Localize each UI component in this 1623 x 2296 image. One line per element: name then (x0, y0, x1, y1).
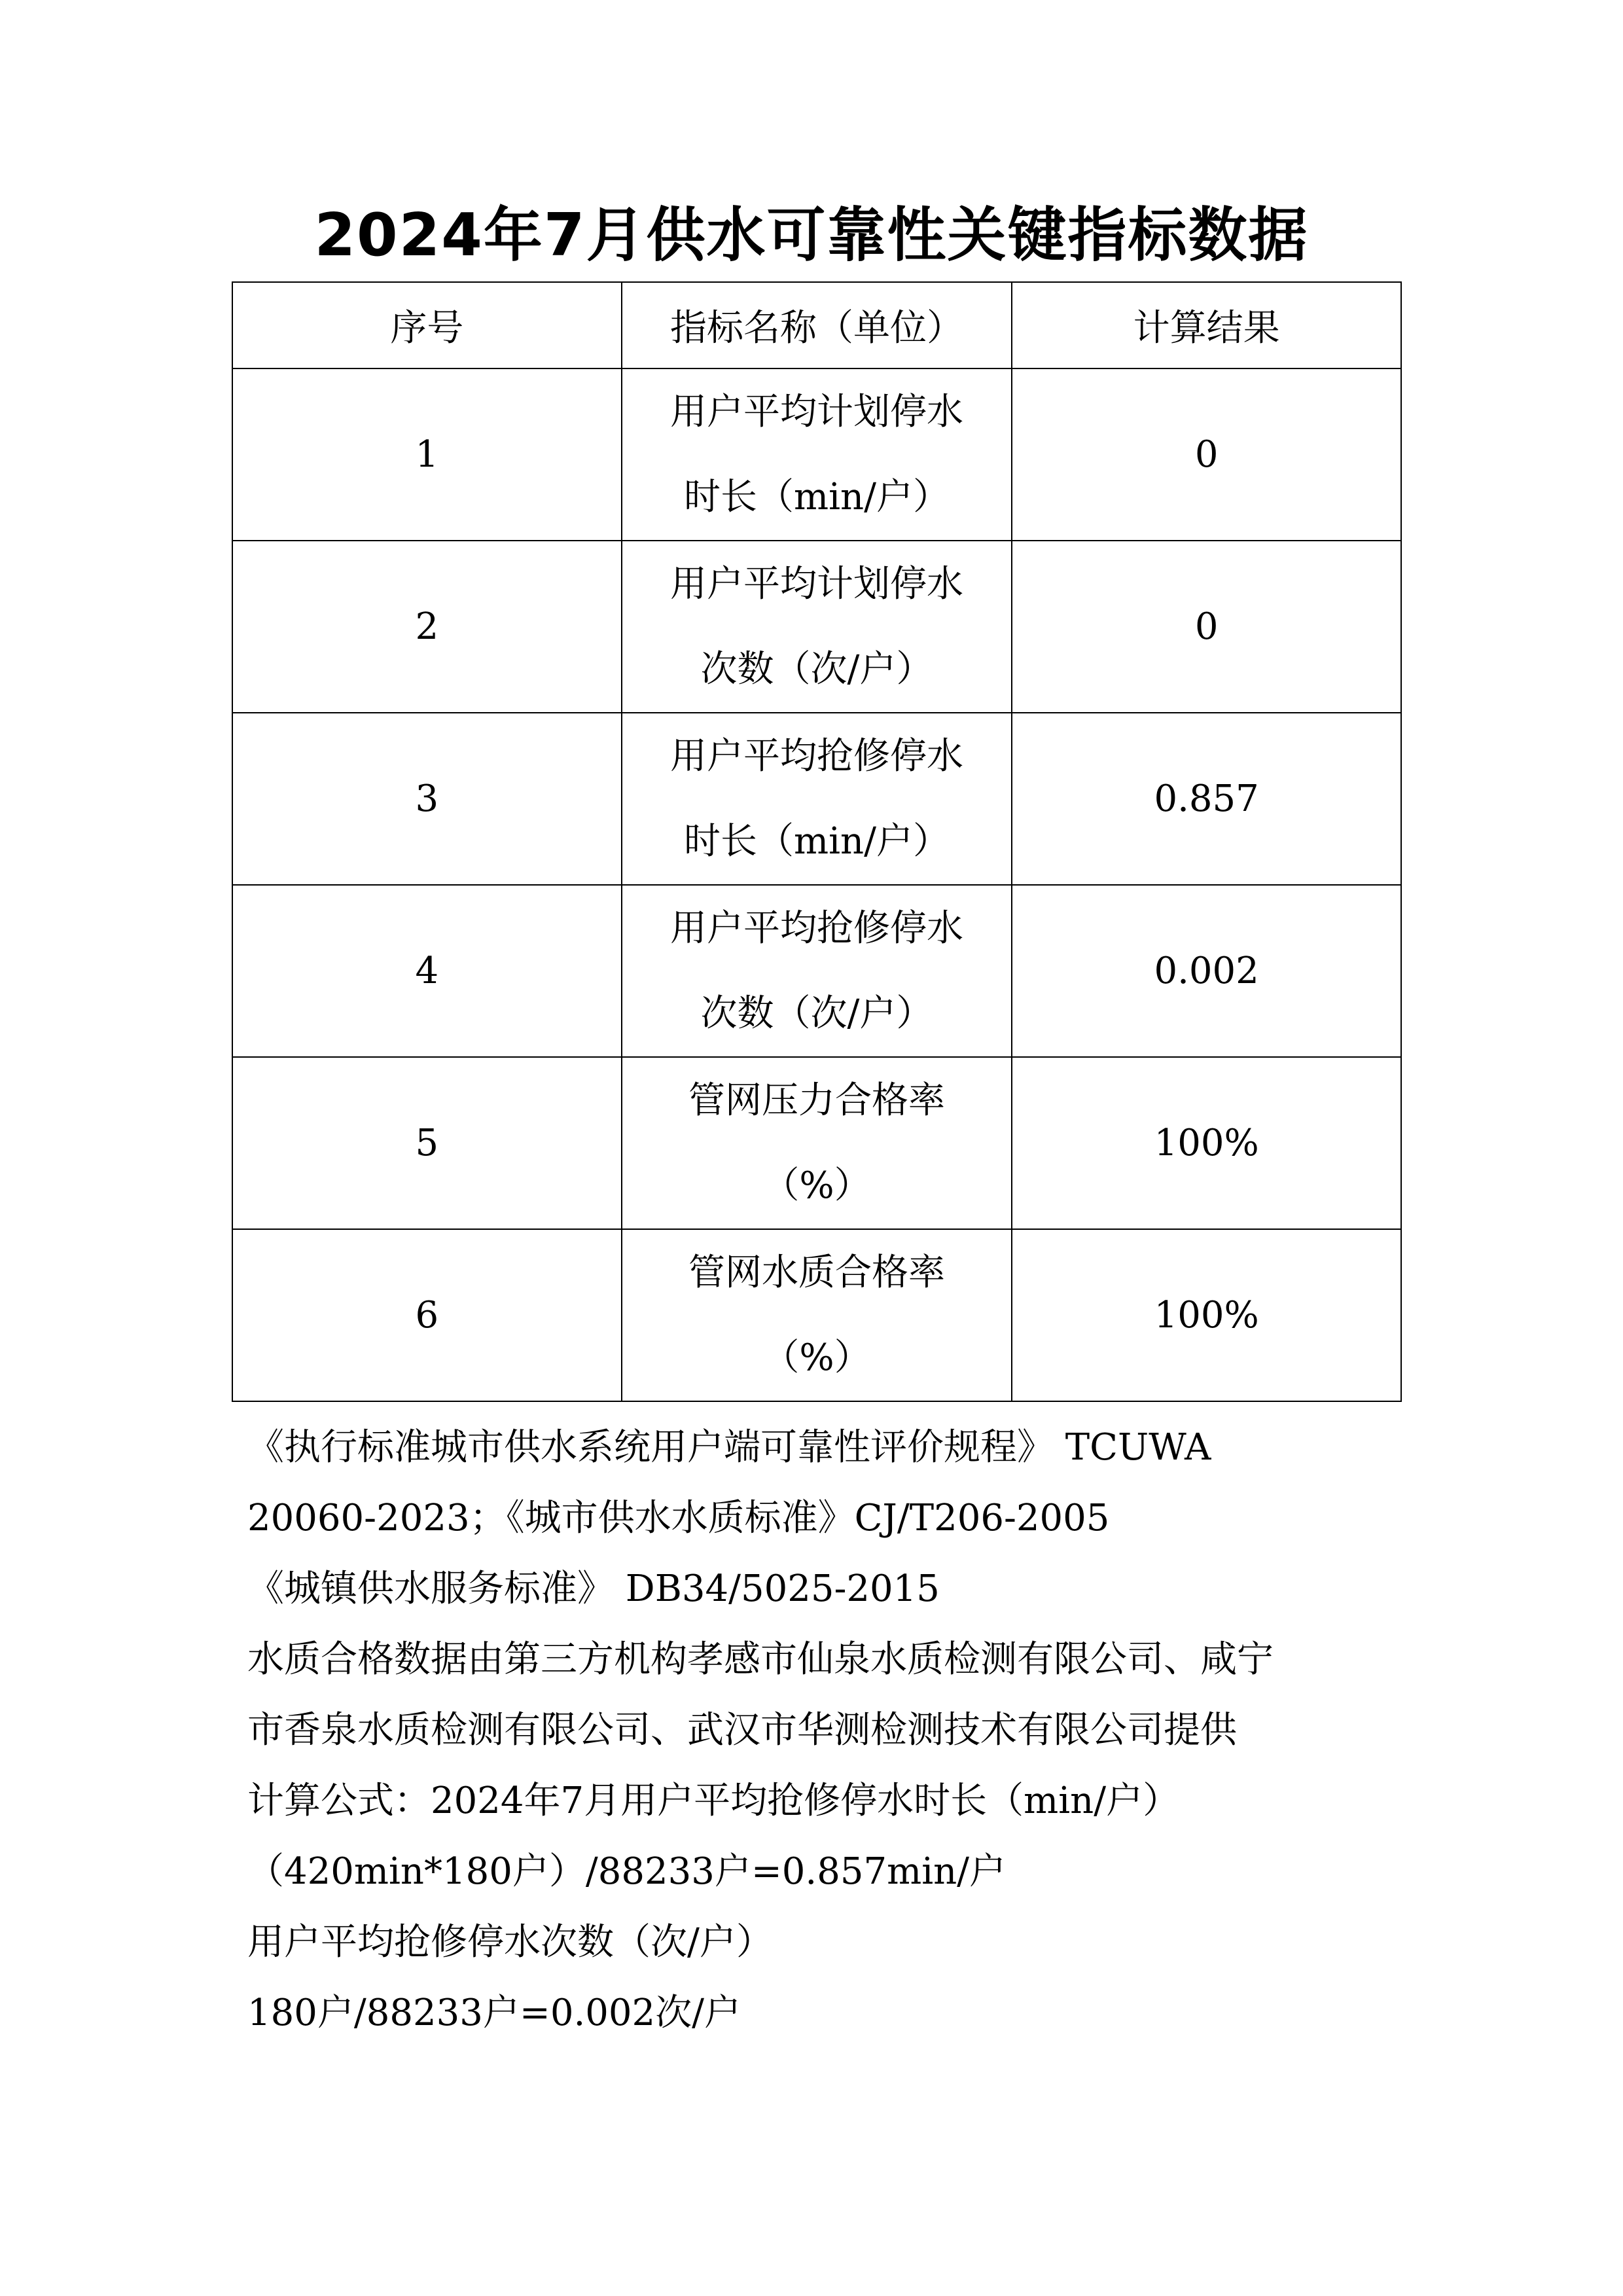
row-result: 0.002 (1012, 885, 1401, 1057)
row-name-line: 用户平均抢修停水 (669, 734, 963, 778)
table-row (232, 713, 1401, 885)
note-formula-line: 计算公式：2024年7月用户平均抢修停水时长（min/户） (247, 1780, 1180, 1822)
kpi-table (232, 281, 1402, 1402)
row-no: 5 (232, 1057, 622, 1229)
row-result: 0.857 (1012, 713, 1401, 885)
row-result: 0 (1012, 541, 1401, 713)
row-no: 4 (232, 885, 622, 1057)
row-name-unit: 次数（次/户） (700, 647, 933, 691)
row-no: 2 (232, 541, 622, 713)
note-standards-line: 《执行标准城市供水系统用户端可靠性评价规程》 TCUWA (247, 1426, 1211, 1469)
row-name-line: 用户平均抢修停水 (669, 906, 963, 950)
page-title: 2024年7月供水可靠性关键指标数据 (314, 201, 1309, 270)
row-name (622, 713, 1012, 885)
table-header-row (232, 282, 1401, 368)
row-no: 3 (232, 713, 622, 885)
row-name (622, 541, 1012, 713)
row-name (622, 1057, 1012, 1229)
table-row (232, 885, 1401, 1057)
header-no: 序号 (232, 282, 622, 368)
header-result: 计算结果 (1012, 282, 1401, 368)
note-formula-line: （420min*180户）/88233户=0.857min/户 (247, 1850, 1007, 1893)
note-source-line: 水质合格数据由第三方机构孝感市仙泉水质检测有限公司、咸宁 (247, 1638, 1274, 1681)
row-name-line: 用户平均计划停水 (669, 562, 963, 605)
row-name-line: 管网压力合格率 (688, 1079, 945, 1122)
row-no: 1 (232, 368, 622, 541)
row-name (622, 885, 1012, 1057)
note-source-line: 市香泉水质检测有限公司、武汉市华测检测技术有限公司提供 (247, 1709, 1237, 1751)
table-row (232, 368, 1401, 541)
table-row (232, 541, 1401, 713)
header-name: 指标名称（单位） (622, 282, 1012, 368)
row-name-unit: 时长（min/户） (684, 819, 950, 863)
row-result: 0 (1012, 368, 1401, 541)
row-name-unit: （%） (762, 1164, 871, 1207)
row-name-unit: 时长（min/户） (684, 475, 950, 518)
notes-section (247, 1412, 1399, 2049)
row-name-unit: （%） (762, 1336, 871, 1379)
row-name (622, 368, 1012, 541)
row-no: 6 (232, 1229, 622, 1401)
row-result: 100% (1012, 1057, 1401, 1229)
row-name-unit: 次数（次/户） (700, 992, 933, 1035)
row-result: 100% (1012, 1229, 1401, 1401)
table-row (232, 1057, 1401, 1229)
note-formula-line: 用户平均抢修停水次数（次/户） (247, 1921, 773, 1964)
row-name-line: 管网水质合格率 (688, 1251, 945, 1294)
row-name (622, 1229, 1012, 1401)
note-standards-line: 《城镇供水服务标准》 DB34/5025-2015 (247, 1568, 940, 1610)
note-formula-line: 180户/88233户=0.002次/户 (247, 1992, 741, 2034)
note-standards-line: 20060-2023；《城市供水水质标准》CJ/T206-2005 (247, 1497, 1110, 1539)
row-name-line: 用户平均计划停水 (669, 390, 963, 433)
table-row (232, 1229, 1401, 1401)
